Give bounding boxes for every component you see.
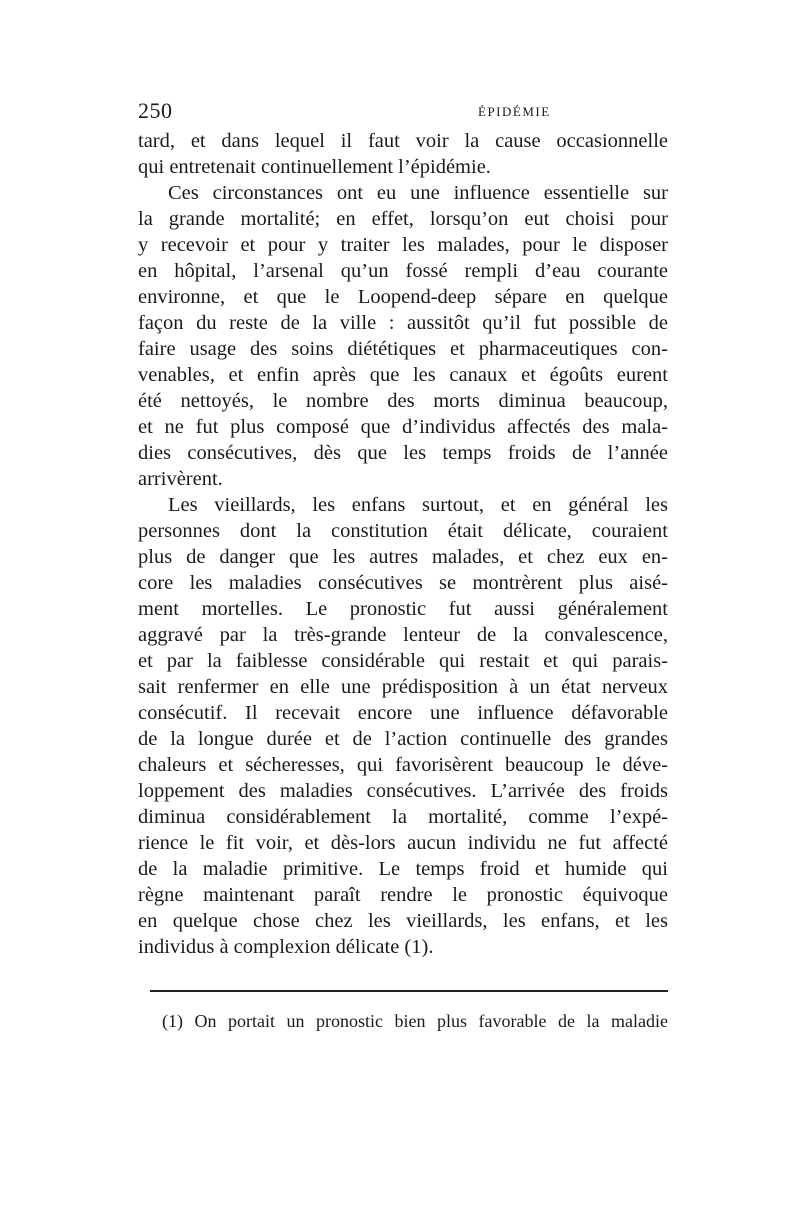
text-line: consécutif. Il recevait encore une influence défavorable bbox=[138, 702, 668, 724]
text-line: chaleurs et sécheresses, qui favorisèrent beaucoup le déve- bbox=[138, 754, 668, 776]
text-line: en quelque chose chez les vieillards, les enfans, et les bbox=[138, 910, 668, 932]
text-line: venables, et enfin après que les canaux et égoûts eurent bbox=[138, 364, 668, 386]
text-line: ment mortelles. Le pronostic fut aussi généralement bbox=[138, 598, 668, 620]
text-line: faire usage des soins diététiques et pharmaceutiques con- bbox=[138, 338, 668, 360]
text-line: core les maladies consécutives se montrèrent plus aisé- bbox=[138, 572, 668, 594]
text-line: Les vieillards, les enfans surtout, et en général les bbox=[168, 494, 668, 516]
text-line: été nettoyés, le nombre des morts diminua beaucoup, bbox=[138, 390, 668, 412]
text-line: façon du reste de la ville : aussitôt qu’il fut possible de bbox=[138, 312, 668, 334]
text-line: dies consécutives, dès que les temps froids de l’année bbox=[138, 442, 668, 464]
page-number: 250 bbox=[138, 98, 173, 123]
text-line: tard, et dans lequel il faut voir la cause occasionnelle bbox=[138, 130, 668, 152]
text-line: individus à complexion délicate (1). bbox=[138, 936, 434, 958]
text-line: aggravé par la très-grande lenteur de la convalescence, bbox=[138, 624, 668, 646]
text-line: sait renfermer en elle une prédisposition à un état nerveux bbox=[138, 676, 668, 698]
text-line: de la longue durée et de l’action continuelle des grandes bbox=[138, 728, 668, 750]
text-line: diminua considérablement la mortalité, comme l’expé- bbox=[138, 806, 668, 828]
text-line: Ces circonstances ont eu une influence essentielle sur bbox=[168, 182, 668, 204]
text-line: et ne fut plus composé que d’individus affectés des mala- bbox=[138, 416, 668, 438]
footnote-divider bbox=[150, 990, 668, 992]
text-line: arrivèrent. bbox=[138, 468, 223, 490]
text-line: en hôpital, l’arsenal qu’un fossé rempli d’eau courante bbox=[138, 260, 668, 282]
text-line: de la maladie primitive. Le temps froid et humide qui bbox=[138, 858, 668, 880]
text-line: plus de danger que les autres malades, et chez eux en- bbox=[138, 546, 668, 568]
text-line: et par la faiblesse considérable qui restait et qui parais- bbox=[138, 650, 668, 672]
body-text bbox=[138, 128, 668, 960]
text-line: personnes dont la constitution était délicate, couraient bbox=[138, 520, 668, 542]
text-line: qui entretenait continuellement l’épidémie. bbox=[138, 156, 491, 178]
text-line: environne, et que le Loopend-deep sépare en quelque bbox=[138, 286, 668, 308]
text-line: y recevoir et pour y traiter les malades, pour le disposer bbox=[138, 234, 668, 256]
page-header bbox=[138, 98, 668, 128]
running-head: ÉPIDÉMIE bbox=[478, 104, 551, 119]
text-line: la grande mortalité; en effet, lorsqu’on eut choisi pour bbox=[138, 208, 668, 230]
text-line: règne maintenant paraît rendre le pronostic équivoque bbox=[138, 884, 668, 906]
text-line: rience le fit voir, et dès-lors aucun individu ne fut affecté bbox=[138, 832, 668, 854]
footnote: (1) On portait un pronostic bien plus favorable de la maladie bbox=[162, 1011, 668, 1031]
text-line: loppement des maladies consécutives. L’arrivée des froids bbox=[138, 780, 668, 802]
